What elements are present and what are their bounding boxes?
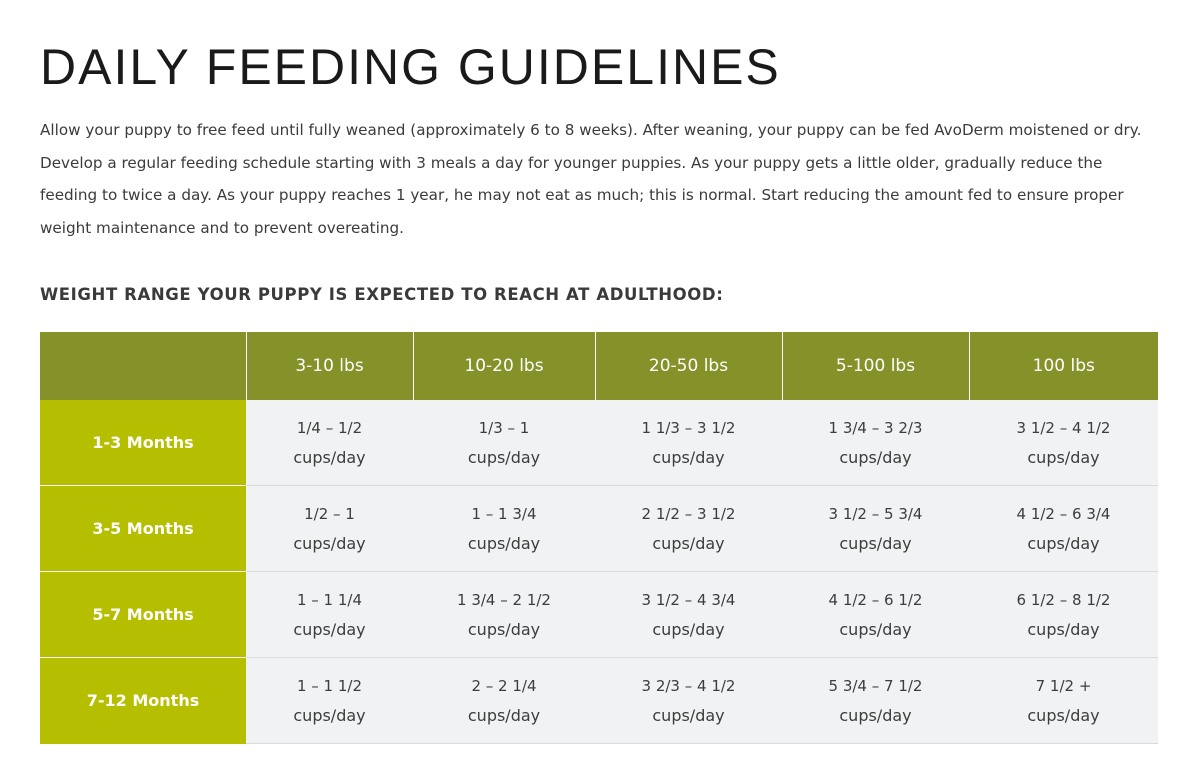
cell-unit: cups/day	[839, 533, 912, 553]
table-cell	[782, 572, 969, 658]
cell-unit: cups/day	[467, 705, 541, 725]
table-cell	[246, 572, 413, 658]
table-subheading: WEIGHT RANGE YOUR PUPPY IS EXPECTED TO REACH AT ADULTHOOD:	[40, 285, 724, 304]
table-cell	[782, 400, 969, 486]
cell-unit: cups/day	[293, 533, 366, 553]
cell-unit: cups/day	[467, 447, 541, 467]
cell-amount: 3 2/3 – 4 1/2	[641, 676, 736, 695]
row-label: 7-12 Months	[40, 658, 246, 744]
table-row	[40, 400, 1158, 486]
cell-unit: cups/day	[293, 705, 366, 725]
cell-amount: 2 – 2 1/4	[471, 676, 537, 695]
column-header: 100 lbs	[969, 332, 1158, 400]
cell-amount: 1/3 – 1	[478, 418, 530, 437]
table-cell	[246, 658, 413, 744]
table-row	[40, 572, 1158, 658]
cell-amount: 1 1/3 – 3 1/2	[641, 418, 736, 437]
table-cell	[246, 400, 413, 486]
header-corner	[40, 332, 246, 400]
table-cell	[595, 572, 782, 658]
table-cell	[413, 572, 595, 658]
cell-unit: cups/day	[1027, 533, 1100, 553]
cell-amount: 3 1/2 – 4 1/2	[1016, 418, 1111, 437]
table-cell	[969, 658, 1158, 744]
page-title: DAILY FEEDING GUIDELINES	[40, 39, 781, 95]
cell-amount: 1 – 1 3/4	[471, 504, 537, 523]
cell-amount: 4 1/2 – 6 1/2	[828, 590, 923, 609]
table-cell	[595, 658, 782, 744]
table-row	[40, 658, 1158, 744]
cell-unit: cups/day	[652, 447, 725, 467]
table-cell	[969, 400, 1158, 486]
table-cell	[413, 658, 595, 744]
cell-amount: 1 – 1 1/4	[296, 590, 363, 609]
table-cell	[246, 486, 413, 572]
table-row	[40, 486, 1158, 572]
table-cell	[413, 486, 595, 572]
cell-unit: cups/day	[839, 447, 912, 467]
table-cell	[595, 400, 782, 486]
cell-amount: 1 3/4 – 3 2/3	[828, 418, 923, 437]
column-header: 5-100 lbs	[782, 332, 969, 400]
cell-amount: 6 1/2 – 8 1/2	[1016, 590, 1111, 609]
cell-unit: cups/day	[467, 533, 541, 553]
table-cell	[782, 658, 969, 744]
cell-unit: cups/day	[1027, 447, 1100, 467]
cell-unit: cups/day	[293, 447, 366, 467]
cell-unit: cups/day	[839, 705, 912, 725]
cell-unit: cups/day	[1027, 705, 1100, 725]
table-cell	[413, 400, 595, 486]
column-header: 20-50 lbs	[595, 332, 782, 400]
cell-amount: 1/4 – 1/2	[296, 418, 363, 437]
cell-unit: cups/day	[652, 705, 725, 725]
cell-amount: 5 3/4 – 7 1/2	[828, 676, 923, 695]
cell-amount: 1 – 1 1/2	[296, 676, 363, 695]
table-cell	[595, 486, 782, 572]
cell-unit: cups/day	[839, 619, 912, 639]
table-cell	[969, 572, 1158, 658]
cell-amount: 1 3/4 – 2 1/2	[457, 590, 551, 609]
column-header: 3-10 lbs	[246, 332, 413, 400]
intro-paragraph: Allow your puppy to free feed until fully weaned (approximately 6 to 8 weeks). After weaning, your puppy can be fed AvoDerm moistened or dry. Develop a regular feeding schedule starting with 3 meals a day for younger puppies. As your puppy gets a little older, gradually reduce the feeding to twice a day. As your puppy reaches 1 year, he may not eat as much; this is normal. Start reducing the amount fed to ensure proper weight maintenance and to prevent overeating.	[40, 121, 1142, 238]
cell-unit: cups/day	[293, 619, 366, 639]
table-header-row	[40, 332, 1158, 400]
table-cell	[969, 486, 1158, 572]
column-header: 10-20 lbs	[413, 332, 595, 400]
cell-unit: cups/day	[652, 533, 725, 553]
cell-unit: cups/day	[467, 619, 541, 639]
cell-amount: 4 1/2 – 6 3/4	[1016, 504, 1111, 523]
feeding-table	[40, 332, 1158, 744]
cell-amount: 3 1/2 – 4 3/4	[641, 590, 736, 609]
cell-unit: cups/day	[1027, 619, 1100, 639]
cell-amount: 7 1/2 +	[1035, 676, 1092, 695]
row-label: 1-3 Months	[40, 400, 246, 486]
cell-amount: 1/2 – 1	[304, 504, 355, 523]
cell-amount: 2 1/2 – 3 1/2	[641, 504, 736, 523]
row-label: 3-5 Months	[40, 486, 246, 572]
table-cell	[782, 486, 969, 572]
cell-unit: cups/day	[652, 619, 725, 639]
row-label: 5-7 Months	[40, 572, 246, 658]
cell-amount: 3 1/2 – 5 3/4	[828, 504, 923, 523]
